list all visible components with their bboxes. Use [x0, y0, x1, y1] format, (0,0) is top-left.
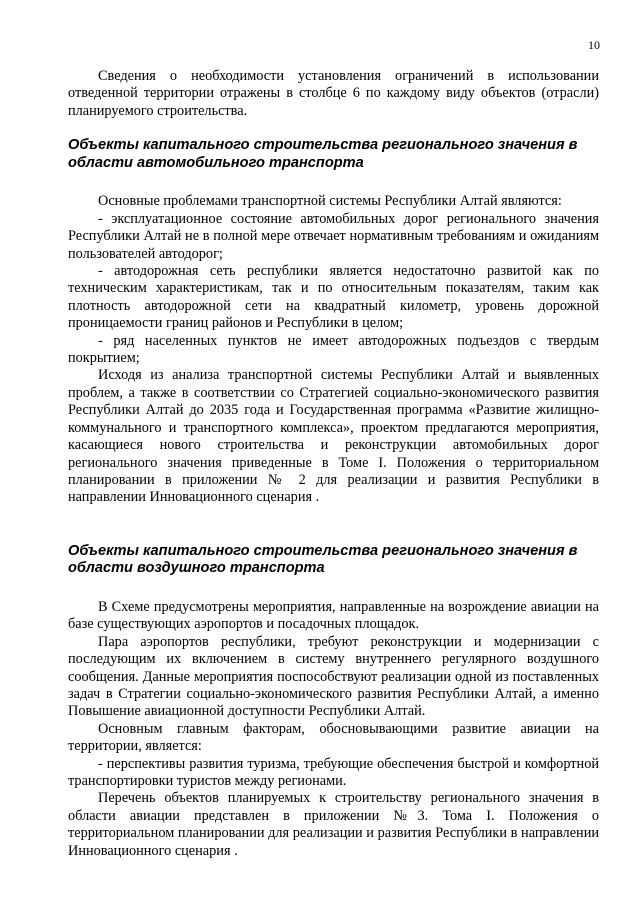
section-heading-road-transport: Объекты капитального строительства регионального значения в области автомобильного транспорта [68, 137, 578, 171]
page-number: 10 [588, 38, 600, 52]
paragraph: В Схеме предусмотрены мероприятия, направленные на возрождение авиации на базе существующих аэропортов и посадочных площадок. [68, 598, 599, 633]
section-heading-air-transport: Объекты капитального строительства регионального значения в области воздушного транспорта [68, 542, 578, 577]
paragraph: Основные проблемами транспортной системы Республики Алтай являются: [98, 193, 562, 210]
list-item: - ряд населенных пунктов не имеет автодорожных подъездов с твердым покрытием; [68, 332, 599, 367]
paragraph: Исходя из анализа транспортной системы Республики Алтай и выявленных проблем, а также в соответствии со Стратегией социально-экономического развития Республики Алтай до 2035 года и Государственная программа «Развитие жилищно-коммунального и транспортного комплекса», проектом предлагаются мероприятия, касающиеся нового строительства и реконструкции автомобильных дорог регионального значения приведенные в Томе I. Положения о территориальном планировании в приложении № 2 для реализации и развития Республики в направлении Инновационного сценария . [68, 367, 599, 506]
paragraph: Пара аэропортов республики, требуют реконструкции и модернизации с последующим их включением в систему внутреннего регулярного воздушного сообщения. Данные мероприятия поспособствуют реализации одной из поставленных задач в Стратегии социально-экономического развития Республики Алтай, а именно Повышение авиационной доступности Республики Алтай. [68, 633, 599, 720]
paragraph: Основным главным факторам, обосновывающими развитие авиации на территории, является: [68, 720, 599, 755]
document-body [68, 64, 599, 860]
intro-paragraph: Сведения о необходимости установления ограничений в использовании отведенной территории отражены в столбце 6 по каждому виду объектов (отрасли) планируемого строительства. [68, 68, 599, 119]
list-item: - перспективы развития туризма, требующие обеспечения быстрой и комфортной транспортировки туристов между регионами. [68, 755, 599, 789]
list-item: - эксплуатационное состояние автомобильных дорог регионального значения Республики Алтай не в полной мере отвечает нормативным требованиям и ожиданиям пользователей автодорог; [68, 210, 599, 262]
paragraph: Перечень объектов планируемых к строительству регионального значения в области авиации представлен в приложении №3. Тома I. Положения о территориальном планировании для реализации и развития Республики в направлении Инновационного сценария . [68, 790, 599, 859]
list-item: - автодорожная сеть республики является недостаточно развитой как по техническим характеристикам, так и по относительным показателям, таким как плотность автодорожной сети на квадратный километр, уровень дорожной проницаемости границ районов и Республики в целом; [68, 263, 599, 332]
